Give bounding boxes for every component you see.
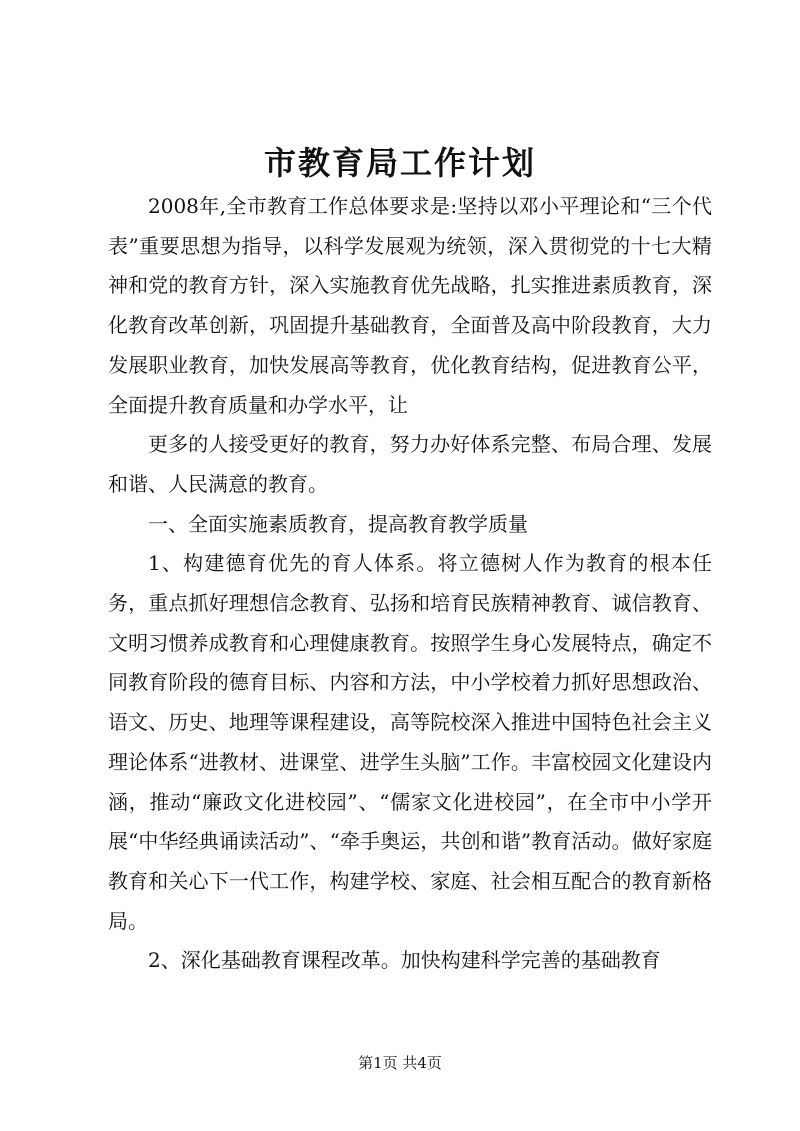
document-body (108, 187, 712, 981)
paragraph-intro-continued: 更多的人接受更好的教育，努力办好体系完整、布局合理、发展和谐、人民满意的教育。 (108, 432, 712, 496)
paragraph-intro: 2008年,全市教育工作总体要求是:坚持以邓小平理论和“三个代表”重要思想为指导，以科学发展观为统领，深入贯彻党的十七大精神和党的教育方针，深入实施教育优先战略，扎实推进素质教育，深化教育改革创新，巩固提升基础教育，全面普及高中阶段教育，大力发展职业教育，加快发展高等教育，优化教育结构，促进教育公平，全面提升教育质量和办学水平，让 (108, 194, 712, 417)
paragraph-item-1: 1、构建德育优先的育人体系。将立德树人作为教育的根本任务，重点抓好理想信念教育、弘扬和培育民族精神教育、诚信教育、文明习惯养成教育和心理健康教育。按照学生身心发展特点，确定不同教育阶段的德育目标、内容和方法，中小学校着力抓好思想政治、语文、历史、地理等课程建设，高等院校深入推进中国特色社会主义理论体系“进教材、进课堂、进学生头脑”工作。丰富校园文化建设内涵，推动“廉政文化进校园”、“儒家文化进校园”，在全市中小学开展“中华经典诵读活动”、“牵手奥运，共创和谐”教育活动。做好家庭教育和关心下一代工作，构建学校、家庭、社会相互配合的教育新格局。 (108, 551, 712, 933)
page-footer: 第1页 共4页 (358, 1054, 442, 1072)
document-title: 市教育局工作计划 (263, 144, 536, 182)
section-heading-1: 一、全面实施素质教育，提高教育教学质量 (148, 511, 528, 536)
paragraph-item-2: 2、深化基础教育课程改革。加快构建科学完善的基础教育 (148, 948, 661, 973)
